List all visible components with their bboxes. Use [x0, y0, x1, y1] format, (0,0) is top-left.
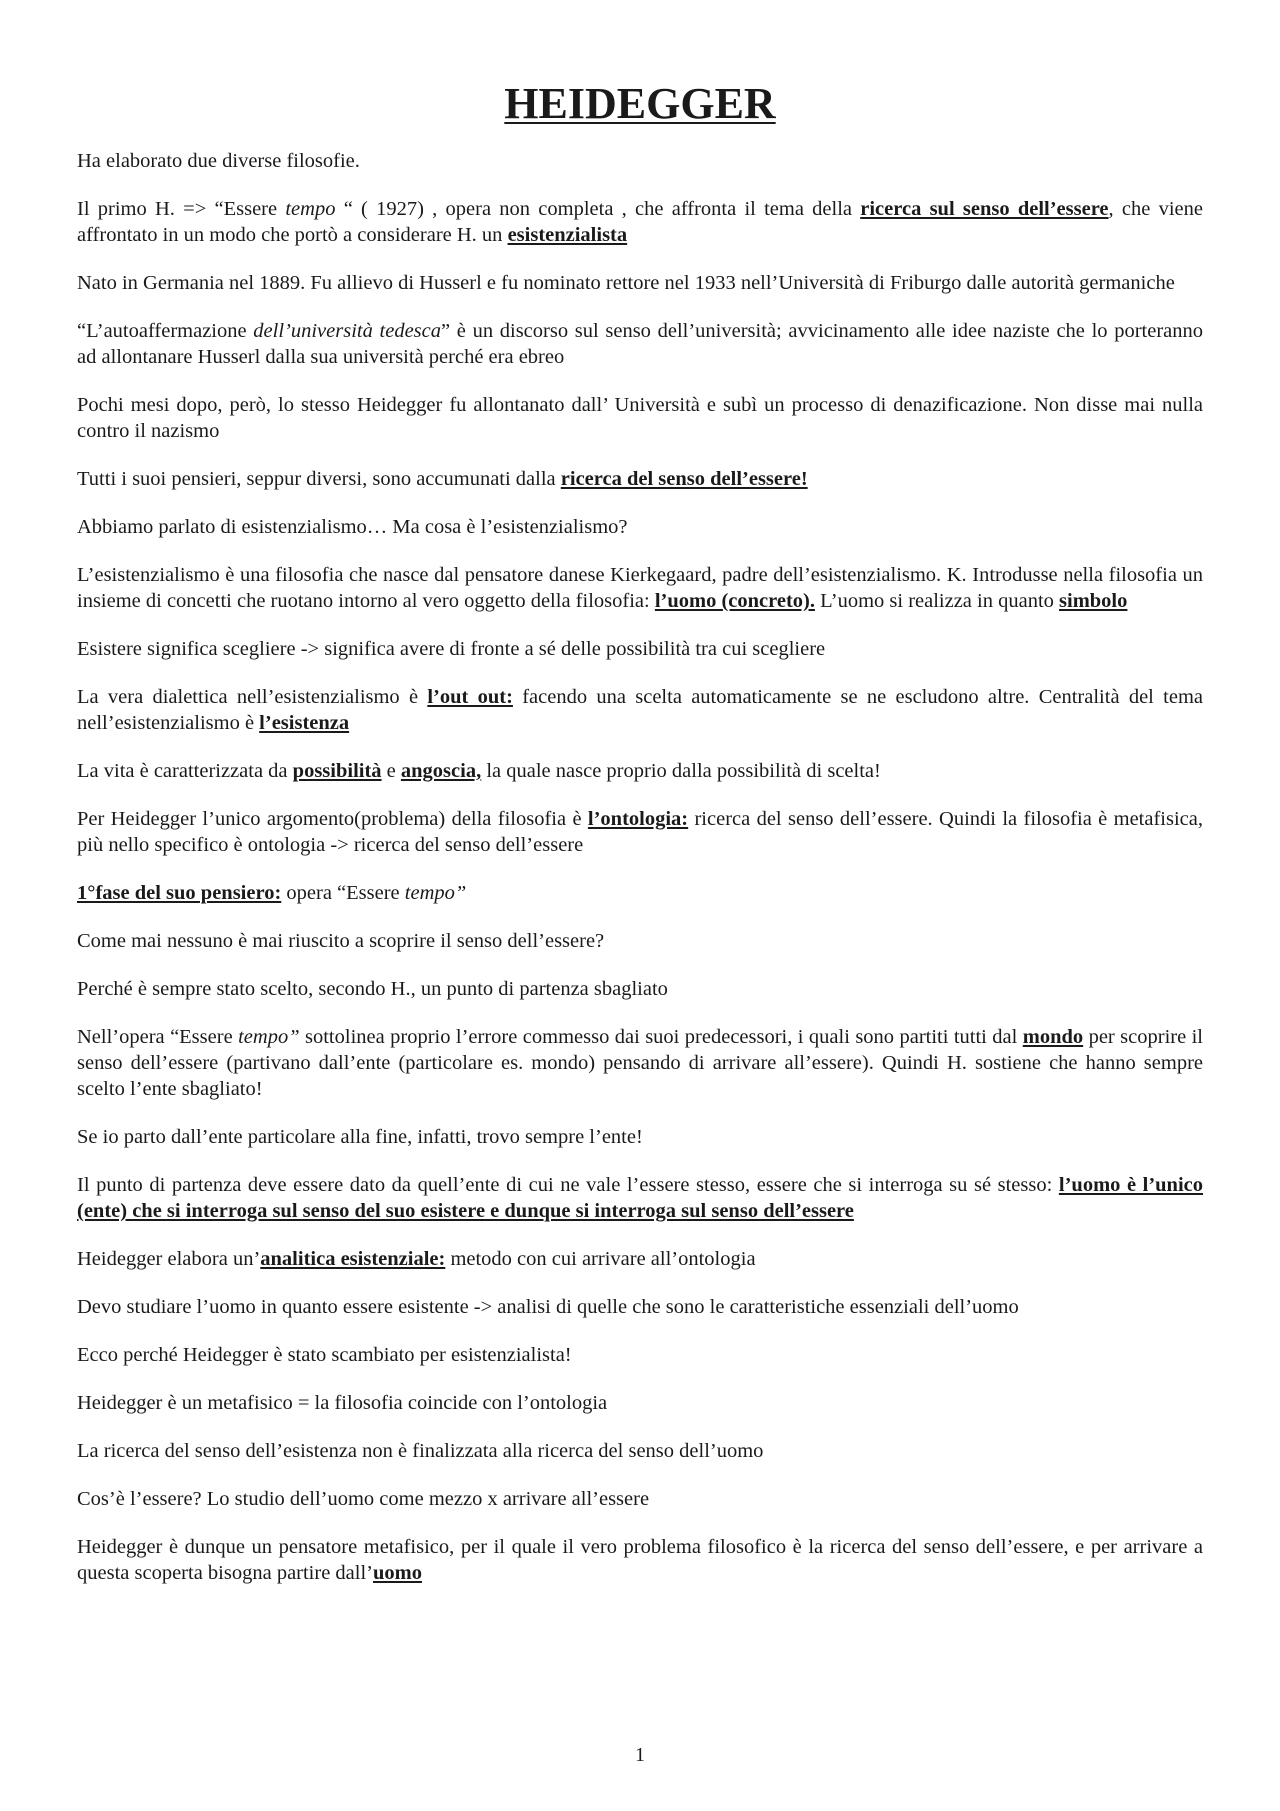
text-run: Devo studiare l’uomo in quanto essere esistente -> analisi di quelle che sono le caratteristiche essenziali dell’uomo: [77, 1296, 1019, 1318]
italic-text: tempo: [285, 198, 336, 220]
paragraph: [77, 1124, 1203, 1150]
paragraph: [77, 880, 1203, 906]
text-run: Perché è sempre stato scelto, secondo H., un punto di partenza sbagliato: [77, 978, 668, 1000]
text-run: Nell’opera “Essere: [77, 1026, 239, 1048]
text-run: Heidegger è un metafisico = la filosofia coincide con l’ontologia: [77, 1392, 608, 1414]
emphasis-term: l’uomo (concreto).: [654, 590, 815, 612]
emphasis-term: ricerca sul senso dell’essere: [860, 198, 1109, 220]
paragraph: [77, 196, 1203, 248]
paragraph: [77, 562, 1203, 614]
paragraph: [77, 1024, 1203, 1102]
text-run: Come mai nessuno è mai riuscito a scoprire il senso dell’essere?: [77, 930, 605, 952]
text-run: Heidegger elabora un’: [77, 1248, 261, 1270]
page-title: HEIDEGGER: [504, 79, 776, 128]
paragraph: [77, 514, 1203, 540]
emphasis-term: l’uomo è l’unico (ente) che si interroga sul senso del suo esistere e dunque si interroga sul senso dell’essere: [77, 1174, 1204, 1222]
paragraph: [77, 1534, 1203, 1586]
text-run: Esistere significa scegliere -> significa avere di fronte a sé delle possibilità tra cui scegliere: [77, 638, 826, 660]
text-run: , che viene affrontato in un modo che portò a considerare H. un: [77, 198, 1203, 246]
text-run: sottolinea proprio l’errore commesso dai suoi predecessori, i quali sono partiti tutti dal: [299, 1026, 1023, 1048]
paragraph: [77, 928, 1203, 954]
text-run: Il primo H. => “Essere: [77, 198, 286, 220]
emphasis-term: angoscia,: [400, 760, 482, 782]
text-run: Ecco perché Heidegger è stato scambiato per esistenzialista!: [77, 1344, 572, 1366]
text-run: L’esistenzialismo è una filosofia che nasce dal pensatore danese Kierkegaard, padre dell’esistenzialismo. K. Introdusse nella filosofia un insieme di concetti che ruotano intorno al vero oggetto della filosofia:: [77, 564, 1203, 612]
text-run: ricerca del senso dell’essere. Quindi la filosofia è metafisica, più nello specifico è ontologia -> ricerca del senso dell’essere: [77, 808, 1203, 856]
text-run: Per Heidegger l’unico argomento(problema) della filosofia è: [77, 808, 588, 830]
text-run: opera “Essere: [281, 882, 405, 904]
text-run: L’uomo si realizza in quanto: [814, 590, 1060, 612]
text-run: metodo con cui arrivare all’ontologia: [445, 1248, 756, 1270]
paragraph: [77, 1246, 1203, 1272]
paragraph: [77, 1172, 1203, 1224]
text-run: Se io parto dall’ente particolare alla fine, infatti, trovo sempre l’ente!: [77, 1126, 643, 1148]
text-run: ” è un discorso sul senso dell’università; avvicinamento alle idee naziste che lo porteranno ad allontanare Husserl dalla sua università perché era ebreo: [77, 320, 1204, 368]
emphasis-term: l’out out:: [427, 686, 513, 708]
paragraph: [77, 466, 1203, 492]
text-run: Nato in Germania nel 1889. Fu allievo di Husserl e fu nominato rettore nel 1933 nell’Università di Friburgo dalle autorità germaniche: [77, 272, 1175, 294]
text-run: Il punto di partenza deve essere dato da quell’ente di cui ne vale l’essere stesso, essere che si interroga su sé stesso:: [77, 1174, 1059, 1196]
text-run: La vera dialettica nell’esistenzialismo è: [77, 686, 428, 708]
paragraph: [77, 318, 1203, 370]
paragraph: [77, 1294, 1203, 1320]
italic-text: dell’università tedesca: [253, 320, 442, 342]
paragraph: [77, 392, 1203, 444]
text-run: “L’autoaffermazione: [77, 320, 254, 342]
emphasis-term: ricerca del senso dell’essere!: [560, 468, 808, 490]
italic-text: tempo”: [404, 882, 467, 904]
text-run: la quale nasce proprio dalla possibilità di scelta!: [481, 760, 881, 782]
emphasis-term: mondo: [1022, 1026, 1084, 1048]
emphasis-term: analitica esistenziale:: [260, 1248, 446, 1270]
italic-text: tempo”: [238, 1026, 300, 1048]
text-run: Pochi mesi dopo, però, lo stesso Heidegger fu allontanato dall’ Università e subì un processo di denazificazione. Non disse mai nulla contro il nazismo: [77, 394, 1203, 442]
emphasis-term: possibilità: [292, 760, 382, 782]
paragraph: [77, 1390, 1203, 1416]
text-run: Tutti i suoi pensieri, seppur diversi, sono accumunati dalla: [77, 468, 561, 490]
text-run: La vita è caratterizzata da: [77, 760, 293, 782]
text-run: Heidegger è dunque un pensatore metafisico, per il quale il vero problema filosofico è la ricerca del senso dell’essere, e per arrivare a questa scoperta bisogna partire dall’: [77, 1536, 1203, 1584]
text-run: per scoprire il senso dell’essere (partivano dall’ente (particolare es. mondo) pensando di arrivare all’essere). Quindi H. sostiene che hanno sempre scelto l’ente sbagliato!: [77, 1026, 1204, 1100]
paragraph: [77, 636, 1203, 662]
emphasis-term: esistenzialista: [507, 224, 628, 246]
text-run: facendo una scelta automaticamente se ne escludono altre. Centralità del tema nell’esistenzialismo è: [77, 686, 1203, 734]
paragraph: [77, 976, 1203, 1002]
paragraph: [77, 1438, 1203, 1464]
text-run: Ha elaborato due diverse filosofie.: [77, 150, 360, 172]
emphasis-term: l’ontologia:: [587, 808, 689, 830]
paragraph: [77, 1342, 1203, 1368]
emphasis-term: uomo: [373, 1562, 422, 1584]
emphasis-term: l’esistenza: [259, 712, 350, 734]
emphasis-term: 1°fase del suo pensiero:: [77, 882, 282, 904]
text-run: “ ( 1927) , opera non completa , che affronta il tema della: [335, 198, 861, 220]
paragraph: [77, 684, 1203, 736]
paragraph: [77, 806, 1203, 858]
text-run: e: [381, 760, 401, 782]
text-run: Abbiamo parlato di esistenzialismo… Ma cosa è l’esistenzialismo?: [77, 516, 628, 538]
document-body: [77, 148, 1203, 1608]
text-run: Cos’è l’essere? Lo studio dell’uomo come mezzo x arrivare all’essere: [77, 1488, 650, 1510]
emphasis-term: simbolo: [1059, 590, 1128, 612]
text-run: La ricerca del senso dell’esistenza non è finalizzata alla ricerca del senso dell’uomo: [77, 1440, 764, 1462]
paragraph: [77, 758, 1203, 784]
paragraph: [77, 1486, 1203, 1512]
paragraph: [77, 270, 1203, 296]
page-number: 1: [635, 1744, 645, 1766]
paragraph: [77, 148, 1203, 174]
